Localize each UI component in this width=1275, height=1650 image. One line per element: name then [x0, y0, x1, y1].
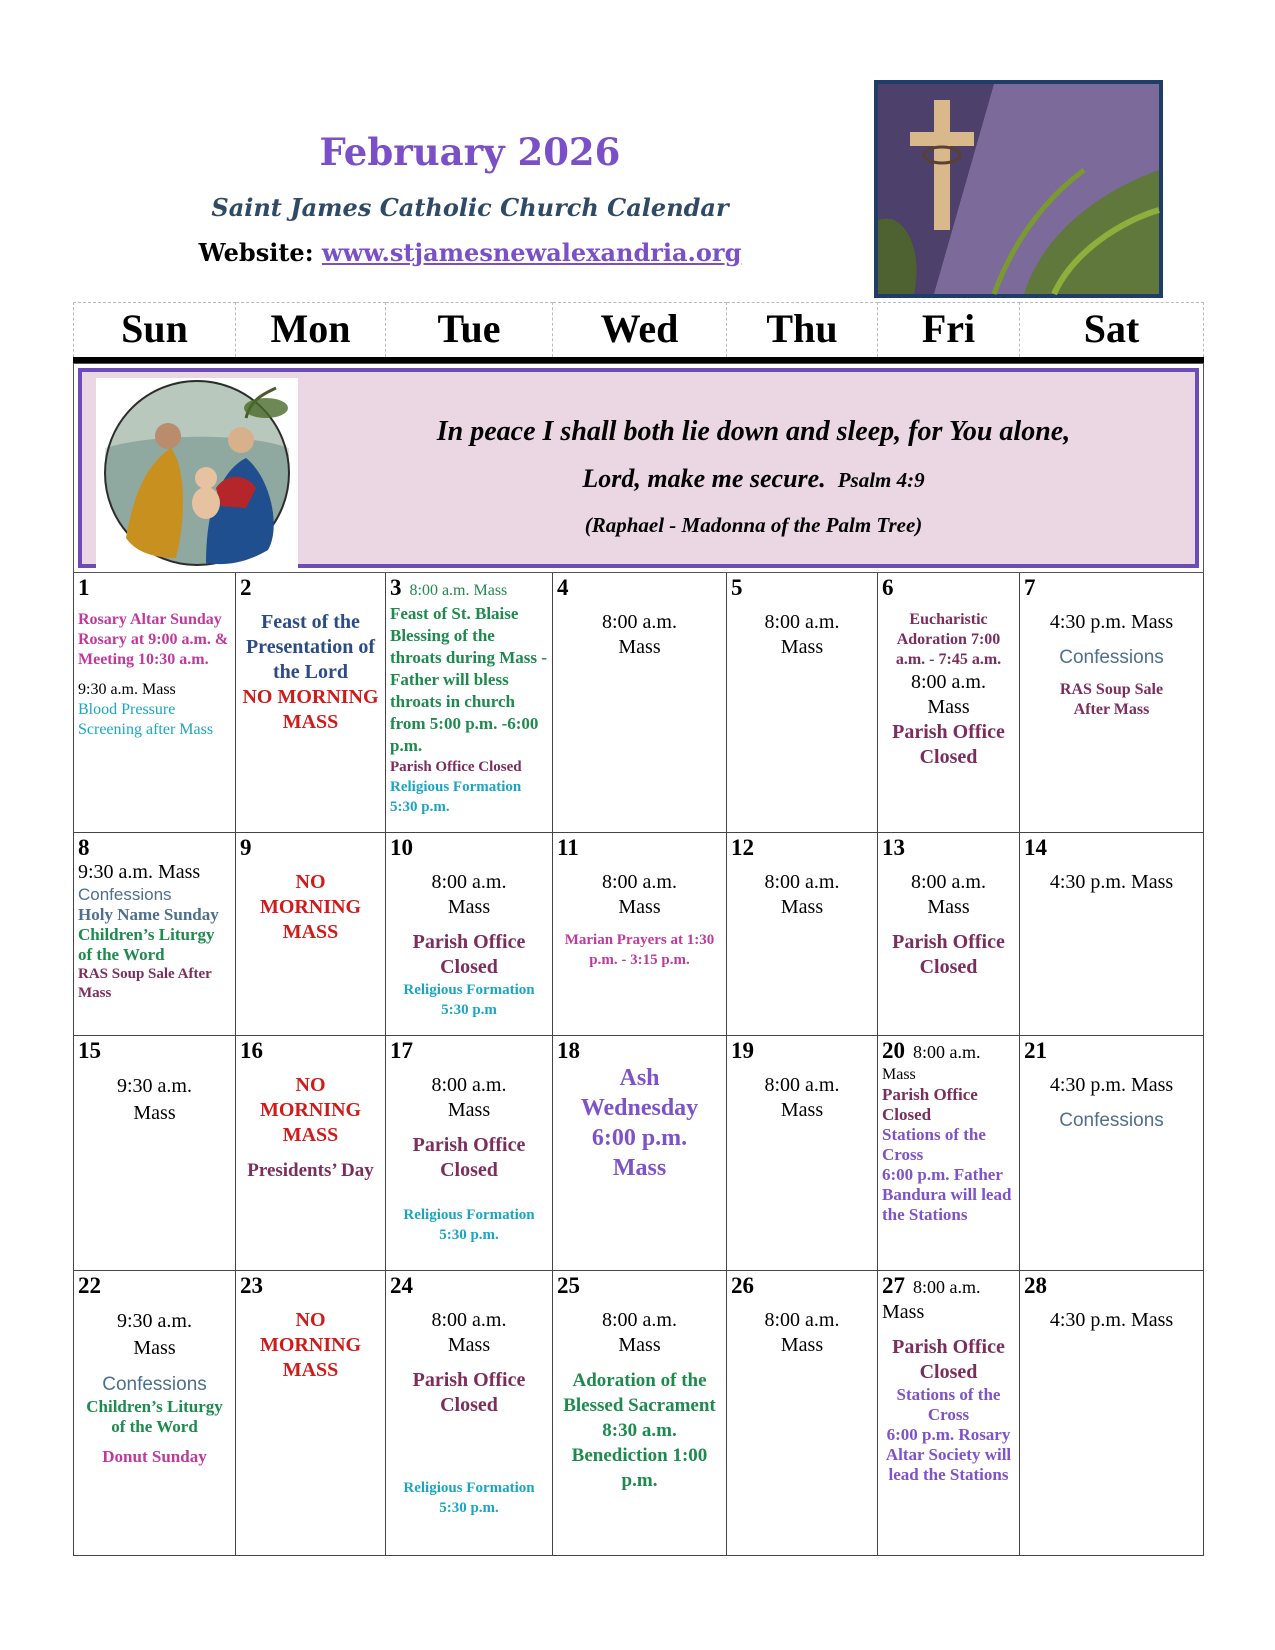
day-number: 22 [78, 1273, 101, 1298]
day-number: 14 [1024, 835, 1047, 860]
event: Ash Wednesday 6:00 p.m. Mass [580, 1065, 699, 1181]
weekday-sat: Sat [1020, 303, 1204, 361]
day-cell-15 [74, 1036, 236, 1271]
event: 8:00 a.m. Mass [764, 871, 840, 918]
event: Feast of the Presentation of the Lord [245, 611, 376, 683]
day-number: 9 [240, 835, 252, 860]
website-line [180, 238, 760, 267]
day-cell-1 [74, 573, 236, 833]
event: 9:30 a.m. Mass [78, 861, 201, 883]
day-number: 10 [390, 835, 413, 860]
day-number: 7 [1024, 575, 1036, 600]
event: 8:00 a.m. Mass [602, 871, 677, 918]
event: Parish Office Closed [892, 1336, 1005, 1383]
event: Religious Formation 5:30 p.m. [403, 1207, 535, 1243]
calendar-title: February 2026 [319, 130, 621, 174]
day-number: 28 [1024, 1273, 1047, 1298]
day-cell-12 [727, 833, 878, 1036]
event: 4:30 p.m. Mass [1049, 1309, 1174, 1331]
event: Parish Office Closed [892, 931, 1005, 978]
event: Stations of the Cross [896, 1385, 1001, 1424]
event: Donut Sunday [102, 1447, 207, 1466]
event: Religious Formation 5:30 p.m. [390, 779, 522, 815]
event: Parish Office Closed [412, 1134, 526, 1181]
event: 8:00 a.m. Mass [602, 611, 677, 658]
calendar-week [74, 1036, 1204, 1271]
day-number: 17 [390, 1038, 413, 1063]
event: 6:00 p.m. Rosary Altar Society will lead the Stations [885, 1425, 1012, 1484]
scripture-citation: Psalm 4:9 [837, 468, 925, 492]
day-number: 13 [882, 835, 905, 860]
painting-caption: (Raphael - Madonna of the Palm Tree) [584, 513, 923, 537]
day-cell-2 [236, 573, 386, 833]
event: Children’s Liturgy of the Word [86, 1397, 223, 1436]
day-cell-5 [727, 573, 878, 833]
inline-event: 8:00 a.m. [913, 1277, 981, 1297]
scripture-quote-text: Lord, make me secure. [582, 464, 826, 493]
day-number: 18 [557, 1038, 580, 1063]
event: Parish Office Closed [390, 759, 522, 775]
day-number: 11 [557, 835, 579, 860]
day-number: 19 [731, 1038, 754, 1063]
weekday-header-row [74, 303, 1204, 361]
day-cell-4 [553, 573, 727, 833]
day-cell-3 [386, 573, 553, 833]
day-cell-20 [878, 1036, 1020, 1271]
day-number: 24 [390, 1273, 413, 1298]
event: NO MORNING MASS [260, 871, 362, 943]
event: 8:00 a.m. Mass [431, 1074, 507, 1121]
event: 8:00 a.m. Mass [764, 1309, 840, 1356]
day-number: 20 8:00 a.m. [882, 1038, 981, 1063]
calendar-week [74, 573, 1204, 833]
event: Adoration of the Blessed Sacrament 8:30 a.m. Benediction 1:00 p.m. [563, 1370, 716, 1491]
madonna-painting [96, 378, 298, 568]
day-cell-7 [1020, 573, 1204, 833]
calendar-grid [73, 302, 1204, 1556]
day-cell-16 [236, 1036, 386, 1271]
event: 8:00 a.m. Mass [431, 871, 507, 918]
day-cell-19 [727, 1036, 878, 1271]
day-number: 25 [557, 1273, 580, 1298]
day-cell-8 [74, 833, 236, 1036]
day-cell-10 [386, 833, 553, 1036]
day-number: 1 [78, 575, 90, 600]
inline-event: 8:00 a.m. [913, 1042, 981, 1062]
day-number: 16 [240, 1038, 263, 1063]
day-number: 3 8:00 a.m. Mass [390, 575, 508, 600]
calendar-subtitle: Saint James Catholic Church Calendar [211, 193, 729, 222]
event: Feast of St. Blaise Blessing of the throats during Mass - Father will bless throats in church from 5:00 p.m. -6:00 p.m. [390, 604, 547, 755]
website-label: Website: [198, 238, 314, 267]
cross-photo [874, 80, 1163, 298]
day-cell-27 [878, 1271, 1020, 1556]
scripture-quote-line2 [342, 464, 1165, 494]
day-cell-14 [1020, 833, 1204, 1036]
event: NO MORNING MASS [242, 686, 379, 733]
event: Confessions [102, 1374, 207, 1395]
day-number: 15 [78, 1038, 101, 1063]
weekday-tue: Tue [386, 303, 553, 361]
website-link[interactable]: www.stjamesnewalexandria.org [321, 238, 742, 267]
event: Religious Formation 5:30 p.m. [403, 1480, 535, 1516]
day-number: 6 [882, 575, 894, 600]
event: Parish Office Closed [412, 1369, 526, 1416]
event: 8:00 a.m. Mass [764, 611, 840, 658]
day-cell-26 [727, 1271, 878, 1556]
day-number: 4 [557, 575, 569, 600]
day-number: 8 [78, 835, 90, 860]
day-cell-28 [1020, 1271, 1204, 1556]
day-cell-17 [386, 1036, 553, 1271]
event: 4:30 p.m. Mass [1049, 1074, 1174, 1096]
event: Children’s Liturgy of the Word [78, 925, 215, 964]
event: RAS Soup Sale After Mass [78, 966, 212, 1001]
day-cell-24 [386, 1271, 553, 1556]
day-cell-21 [1020, 1036, 1204, 1271]
day-number: 2 [240, 575, 252, 600]
event: 4:30 p.m. Mass [1049, 611, 1174, 633]
day-cell-22 [74, 1271, 236, 1556]
event: 8:00 a.m. Mass [602, 1309, 677, 1356]
inline-event: 8:00 a.m. Mass [409, 582, 508, 599]
event: Blood Pressure Screening after Mass [78, 701, 214, 738]
event: RAS Soup Sale After Mass [1059, 681, 1164, 718]
event: 8:00 a.m. Mass [431, 1309, 507, 1356]
event: Stations of the Cross [882, 1125, 986, 1164]
event: 9:30 a.m. Mass [117, 1310, 192, 1359]
event: Religious Formation 5:30 p.m [403, 982, 535, 1018]
weekday-sun: Sun [74, 303, 236, 361]
event: Eucharistic Adoration 7:00 a.m. - 7:45 a.m. [895, 611, 1002, 668]
day-number: 23 [240, 1273, 263, 1298]
day-number: 21 [1024, 1038, 1047, 1063]
weekday-thu: Thu [727, 303, 878, 361]
day-number: 27 8:00 a.m. [882, 1273, 981, 1298]
day-cell-18 [553, 1036, 727, 1271]
day-number: 5 [731, 575, 743, 600]
event: Parish Office Closed [882, 1085, 978, 1124]
event: Confessions [78, 885, 172, 904]
event: Mass [882, 1066, 916, 1083]
weekday-fri: Fri [878, 303, 1020, 361]
scripture-banner [78, 368, 1199, 568]
event: 8:00 a.m. Mass [764, 1074, 840, 1121]
event: 4:30 p.m. Mass [1049, 871, 1174, 893]
event: Confessions [1059, 1110, 1164, 1131]
weekday-mon: Mon [236, 303, 386, 361]
event: Marian Prayers at 1:30 p.m. - 3:15 p.m. [564, 932, 715, 968]
weekday-wed: Wed [553, 303, 727, 361]
event: Parish Office Closed [892, 721, 1005, 768]
event: Parish Office Closed [412, 931, 526, 978]
event: Rosary Altar Sunday [78, 611, 222, 628]
event: 9:30 a.m. Mass [117, 1075, 192, 1124]
event: Rosary at 9:00 a.m. & Meeting 10:30 a.m. [78, 631, 229, 668]
day-cell-23 [236, 1271, 386, 1556]
event: NO MORNING MASS [260, 1074, 362, 1146]
day-cell-25 [553, 1271, 727, 1556]
event: 8:00 a.m. Mass [911, 871, 986, 918]
event: 8:00 a.m. Mass [911, 671, 986, 718]
day-cell-13 [878, 833, 1020, 1036]
day-number: 12 [731, 835, 754, 860]
day-cell-6 [878, 573, 1020, 833]
calendar-week [74, 1271, 1204, 1556]
day-cell-11 [553, 833, 727, 1036]
event: Confessions [1059, 647, 1164, 668]
event: 6:00 p.m. Father Bandura will lead the Stations [882, 1165, 1012, 1224]
event: NO MORNING MASS [260, 1309, 362, 1381]
scripture-quote-line1: In peace I shall both lie down and sleep, for You alone, [436, 416, 1071, 447]
event: Holy Name Sunday [78, 905, 219, 924]
calendar-week [74, 833, 1204, 1036]
event: Mass [882, 1301, 925, 1323]
day-cell-9 [236, 833, 386, 1036]
day-number: 26 [731, 1273, 754, 1298]
event: Presidents’ Day [247, 1160, 374, 1181]
event: 9:30 a.m. Mass [78, 681, 176, 698]
